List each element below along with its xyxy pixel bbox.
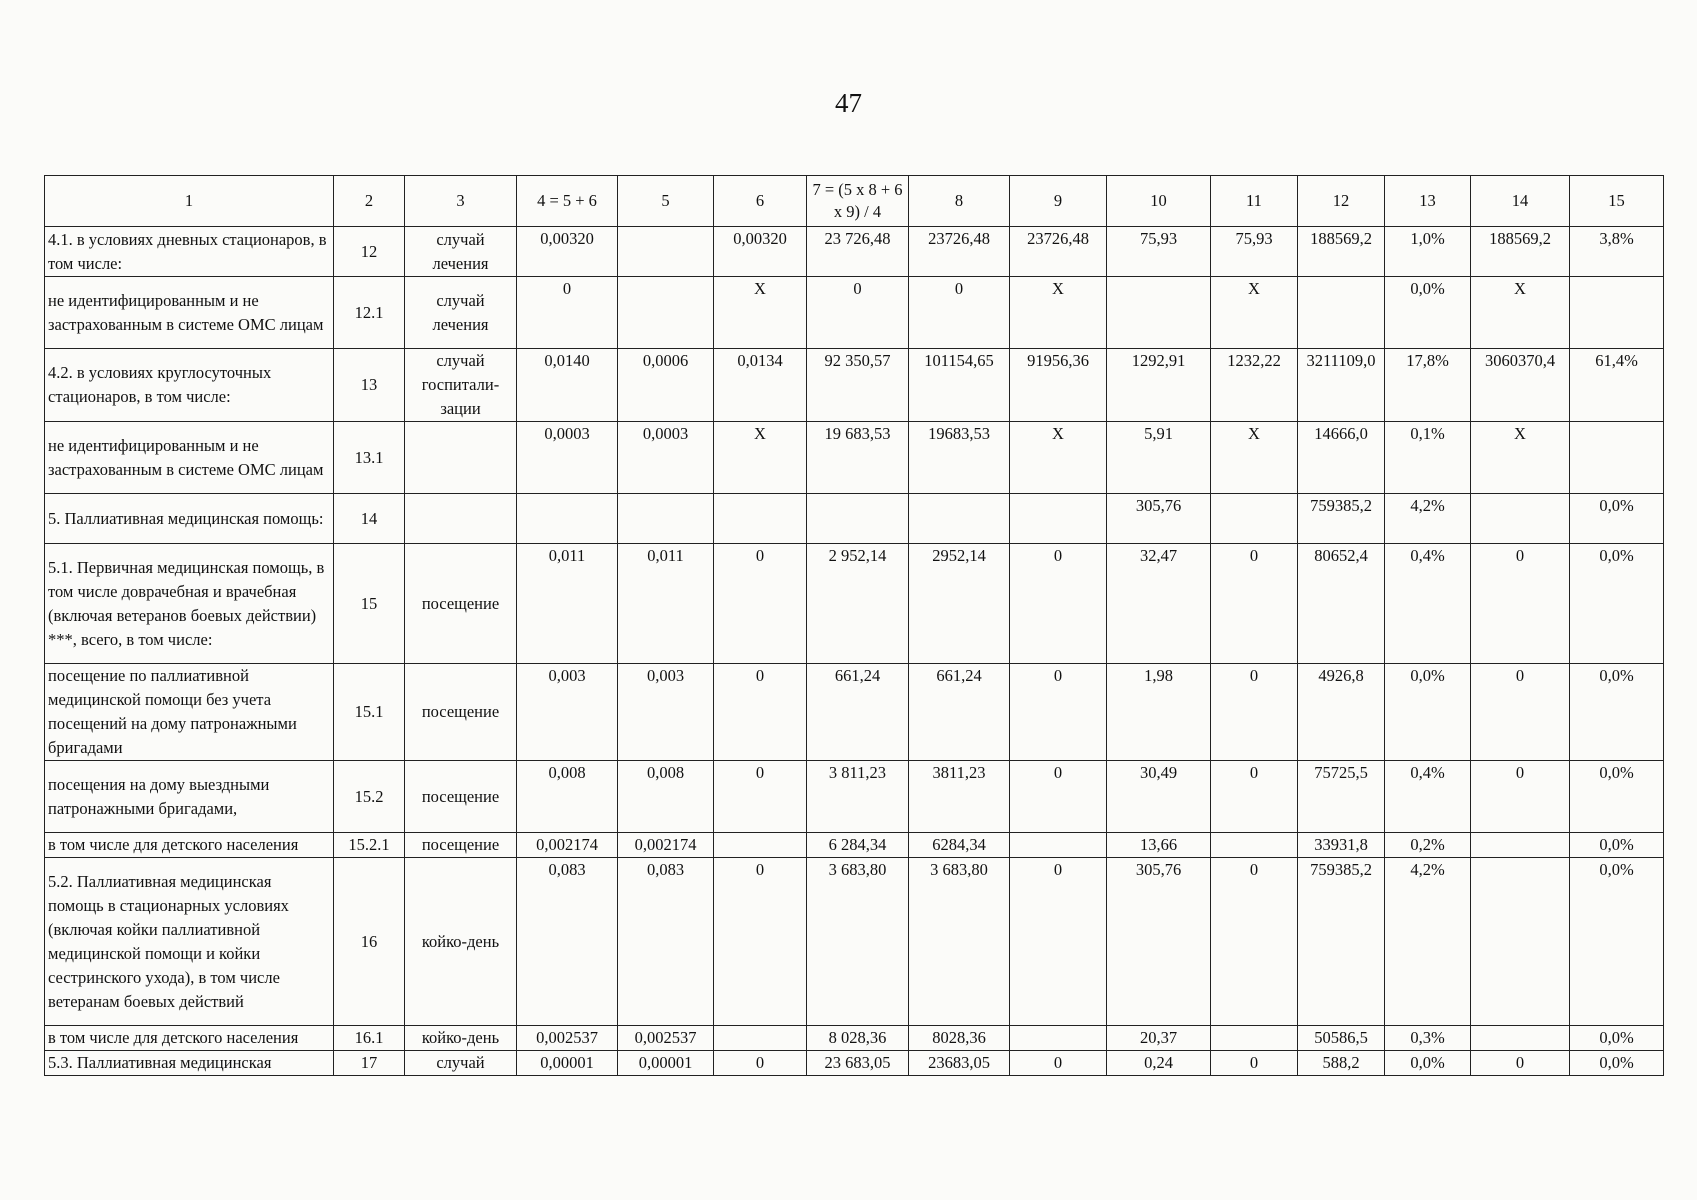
value-cell-c12: 3211109,0 (1298, 349, 1385, 422)
value-cell-c13: 1,0% (1385, 227, 1471, 277)
value-cell-c4: 0,00320 (517, 227, 618, 277)
value-cell-c12 (1298, 277, 1385, 349)
value-cell-c13: 0,4% (1385, 544, 1471, 664)
header-cell: 8 (909, 176, 1010, 227)
value-cell-c6 (714, 494, 807, 544)
value-cell-c9: 0 (1010, 544, 1107, 664)
header-cell: 3 (405, 176, 517, 227)
value-cell-c6: 0 (714, 1051, 807, 1076)
header-cell (807, 176, 909, 227)
value-cell-c10: 75,93 (1107, 227, 1211, 277)
row-code-cell: 15.1 (334, 664, 405, 761)
value-cell-c5 (618, 494, 714, 544)
value-cell-c12: 759385,2 (1298, 494, 1385, 544)
value-cell-c13: 0,0% (1385, 1051, 1471, 1076)
value-cell-c14: 0 (1471, 544, 1570, 664)
value-cell-c4: 0,002174 (517, 833, 618, 858)
value-cell-c8: 23726,48 (909, 227, 1010, 277)
row-unit-cell: посещение (405, 544, 517, 664)
row-name-cell: не идентифицированным и не застрахованным в системе ОМС лицам (45, 277, 334, 349)
value-cell-c11 (1211, 1026, 1298, 1051)
row-name-cell: посещение по паллиативной медицинской помощи без учета посещений на дому патронажными бригадами (45, 664, 334, 761)
value-cell-c6: 0,0134 (714, 349, 807, 422)
row-code-cell: 15.2.1 (334, 833, 405, 858)
value-cell-c11: X (1211, 277, 1298, 349)
row-name-cell: 5.3. Паллиативная медицинская (45, 1051, 334, 1076)
row-name-cell: 4.1. в условиях дневных стационаров, в том числе: (45, 227, 334, 277)
value-cell-c12: 33931,8 (1298, 833, 1385, 858)
value-cell-c12: 4926,8 (1298, 664, 1385, 761)
value-cell-c15: 0,0% (1570, 1051, 1664, 1076)
value-cell-c14 (1471, 494, 1570, 544)
row-unit-cell: случай госпитали-зации (405, 349, 517, 422)
header-cell: 1 (45, 176, 334, 227)
value-cell-c6 (714, 1026, 807, 1051)
value-cell-c10: 13,66 (1107, 833, 1211, 858)
value-cell-c4: 0,003 (517, 664, 618, 761)
row-unit-cell (405, 422, 517, 494)
value-cell-c12: 75725,5 (1298, 761, 1385, 833)
row-code-cell: 12.1 (334, 277, 405, 349)
value-cell-c4: 0,008 (517, 761, 618, 833)
table-row (45, 833, 1664, 858)
row-code-cell: 15.2 (334, 761, 405, 833)
data-table (44, 175, 1664, 1076)
value-cell-c13: 17,8% (1385, 349, 1471, 422)
value-cell-c13: 4,2% (1385, 494, 1471, 544)
value-cell-c15: 0,0% (1570, 833, 1664, 858)
value-cell-c11 (1211, 833, 1298, 858)
row-code-cell: 17 (334, 1051, 405, 1076)
row-unit-cell: посещение (405, 833, 517, 858)
value-cell-c4: 0,0140 (517, 349, 618, 422)
value-cell-c7: 3 683,80 (807, 858, 909, 1026)
value-cell-c4: 0,0003 (517, 422, 618, 494)
table-row (45, 422, 1664, 494)
row-unit-cell: койко-день (405, 1026, 517, 1051)
table-row (45, 544, 1664, 664)
value-cell-c15: 0,0% (1570, 544, 1664, 664)
table-row (45, 494, 1664, 544)
value-cell-c4 (517, 494, 618, 544)
value-cell-c8: 8028,36 (909, 1026, 1010, 1051)
value-cell-c13: 4,2% (1385, 858, 1471, 1026)
value-cell-c4: 0,00001 (517, 1051, 618, 1076)
value-cell-c10: 305,76 (1107, 858, 1211, 1026)
page-number: 47 (835, 88, 862, 118)
value-cell-c8: 0 (909, 277, 1010, 349)
value-cell-c11: 0 (1211, 1051, 1298, 1076)
row-unit-cell: случай лечения (405, 227, 517, 277)
header-cell: 15 (1570, 176, 1664, 227)
row-code-cell: 13 (334, 349, 405, 422)
value-cell-c5: 0,083 (618, 858, 714, 1026)
value-cell-c7: 23 683,05 (807, 1051, 909, 1076)
value-cell-c10: 0,24 (1107, 1051, 1211, 1076)
value-cell-c5: 0,00001 (618, 1051, 714, 1076)
value-cell-c5 (618, 227, 714, 277)
row-name-cell: 4.2. в условиях круглосуточных стационаров, в том числе: (45, 349, 334, 422)
value-cell-c14: 3060370,4 (1471, 349, 1570, 422)
value-cell-c12: 80652,4 (1298, 544, 1385, 664)
value-cell-c11 (1211, 494, 1298, 544)
header-cell: 14 (1471, 176, 1570, 227)
value-cell-c4: 0,011 (517, 544, 618, 664)
value-cell-c10: 305,76 (1107, 494, 1211, 544)
value-cell-c6 (714, 833, 807, 858)
value-cell-c8: 661,24 (909, 664, 1010, 761)
row-name-cell: 5. Паллиативная медицинская помощь: (45, 494, 334, 544)
row-unit-cell: койко-день (405, 858, 517, 1026)
value-cell-c14 (1471, 1026, 1570, 1051)
row-code-cell: 12 (334, 227, 405, 277)
value-cell-c6: X (714, 277, 807, 349)
value-cell-c8: 2952,14 (909, 544, 1010, 664)
value-cell-c11: 75,93 (1211, 227, 1298, 277)
header-cell: 10 (1107, 176, 1211, 227)
table-row (45, 1026, 1664, 1051)
value-cell-c6: 0 (714, 858, 807, 1026)
value-cell-c14: 0 (1471, 664, 1570, 761)
value-cell-c6: 0,00320 (714, 227, 807, 277)
value-cell-c11: 0 (1211, 858, 1298, 1026)
value-cell-c6: 0 (714, 761, 807, 833)
value-cell-c8: 3 683,80 (909, 858, 1010, 1026)
table-row (45, 858, 1664, 1026)
value-cell-c9: X (1010, 422, 1107, 494)
value-cell-c12: 188569,2 (1298, 227, 1385, 277)
value-cell-c15: 0,0% (1570, 1026, 1664, 1051)
value-cell-c5: 0,002537 (618, 1026, 714, 1051)
value-cell-c15 (1570, 277, 1664, 349)
table-row (45, 761, 1664, 833)
value-cell-c10 (1107, 277, 1211, 349)
value-cell-c14: 0 (1471, 1051, 1570, 1076)
value-cell-c15: 0,0% (1570, 664, 1664, 761)
row-code-cell: 13.1 (334, 422, 405, 494)
value-cell-c10: 1292,91 (1107, 349, 1211, 422)
header-cell: 9 (1010, 176, 1107, 227)
row-code-cell: 16.1 (334, 1026, 405, 1051)
value-cell-c13: 0,2% (1385, 833, 1471, 858)
value-cell-c10: 30,49 (1107, 761, 1211, 833)
table-header-row (45, 176, 1664, 227)
value-cell-c15 (1570, 422, 1664, 494)
row-name-cell: не идентифицированным и не застрахованным в системе ОМС лицам (45, 422, 334, 494)
value-cell-c14 (1471, 833, 1570, 858)
header-cell: 11 (1211, 176, 1298, 227)
value-cell-c8: 23683,05 (909, 1051, 1010, 1076)
value-cell-c9 (1010, 833, 1107, 858)
value-cell-c8 (909, 494, 1010, 544)
value-cell-c13: 0,0% (1385, 277, 1471, 349)
value-cell-c4: 0,002537 (517, 1026, 618, 1051)
value-cell-c11: 0 (1211, 664, 1298, 761)
value-cell-c13: 0,4% (1385, 761, 1471, 833)
value-cell-c7: 2 952,14 (807, 544, 909, 664)
value-cell-c11: X (1211, 422, 1298, 494)
value-cell-c11: 1232,22 (1211, 349, 1298, 422)
value-cell-c15: 0,0% (1570, 858, 1664, 1026)
header-cell: 2 (334, 176, 405, 227)
table-row (45, 664, 1664, 761)
table-row (45, 1051, 1664, 1076)
value-cell-c10: 20,37 (1107, 1026, 1211, 1051)
value-cell-c7: 0 (807, 277, 909, 349)
row-name-cell: в том числе для детского населения (45, 1026, 334, 1051)
header-cell: 13 (1385, 176, 1471, 227)
value-cell-c15: 0,0% (1570, 761, 1664, 833)
header-cell: 12 (1298, 176, 1385, 227)
value-cell-c12: 588,2 (1298, 1051, 1385, 1076)
value-cell-c14 (1471, 858, 1570, 1026)
value-cell-c9: 91956,36 (1010, 349, 1107, 422)
row-code-cell: 16 (334, 858, 405, 1026)
value-cell-c14: 188569,2 (1471, 227, 1570, 277)
header-cell: 5 (618, 176, 714, 227)
value-cell-c13: 0,3% (1385, 1026, 1471, 1051)
row-name-cell: посещения на дому выездными патронажными бригадами, (45, 761, 334, 833)
value-cell-c14: X (1471, 277, 1570, 349)
value-cell-c5: 0,0006 (618, 349, 714, 422)
value-cell-c12: 759385,2 (1298, 858, 1385, 1026)
value-cell-c7: 23 726,48 (807, 227, 909, 277)
value-cell-c14: 0 (1471, 761, 1570, 833)
value-cell-c5: 0,008 (618, 761, 714, 833)
value-cell-c9: 23726,48 (1010, 227, 1107, 277)
value-cell-c4: 0 (517, 277, 618, 349)
value-cell-c9 (1010, 494, 1107, 544)
row-unit-cell: посещение (405, 664, 517, 761)
value-cell-c5: 0,003 (618, 664, 714, 761)
row-unit-cell (405, 494, 517, 544)
value-cell-c4: 0,083 (517, 858, 618, 1026)
value-cell-c15: 61,4% (1570, 349, 1664, 422)
value-cell-c8: 3811,23 (909, 761, 1010, 833)
table-body (45, 227, 1664, 1076)
table-row (45, 227, 1664, 277)
value-cell-c7: 8 028,36 (807, 1026, 909, 1051)
value-cell-c13: 0,0% (1385, 664, 1471, 761)
value-cell-c14: X (1471, 422, 1570, 494)
value-cell-c11: 0 (1211, 761, 1298, 833)
value-cell-c15: 0,0% (1570, 494, 1664, 544)
value-cell-c7 (807, 494, 909, 544)
value-cell-c8: 6284,34 (909, 833, 1010, 858)
value-cell-c15: 3,8% (1570, 227, 1664, 277)
row-name-cell: в том числе для детского населения (45, 833, 334, 858)
value-cell-c9 (1010, 1026, 1107, 1051)
value-cell-c5: 0,0003 (618, 422, 714, 494)
value-cell-c12: 50586,5 (1298, 1026, 1385, 1051)
value-cell-c9: 0 (1010, 1051, 1107, 1076)
value-cell-c13: 0,1% (1385, 422, 1471, 494)
value-cell-c6: 0 (714, 664, 807, 761)
table-row (45, 277, 1664, 349)
row-code-cell: 15 (334, 544, 405, 664)
value-cell-c9: X (1010, 277, 1107, 349)
row-name-cell: 5.1. Первичная медицинская помощь, в том числе доврачебная и врачебная (включая ветеранов боевых действии) ***, всего, в том числе: (45, 544, 334, 664)
row-unit-cell: случай (405, 1051, 517, 1076)
value-cell-c12: 14666,0 (1298, 422, 1385, 494)
value-cell-c7: 19 683,53 (807, 422, 909, 494)
row-name-cell: 5.2. Паллиативная медицинская помощь в стационарных условиях (включая койки паллиативной медицинской помощи и койки сестринского ухода), в том числе ветеранам боевых действий (45, 858, 334, 1026)
value-cell-c10: 32,47 (1107, 544, 1211, 664)
value-cell-c9: 0 (1010, 858, 1107, 1026)
header-cell: 4 = 5 + 6 (517, 176, 618, 227)
value-cell-c6: X (714, 422, 807, 494)
value-cell-c5: 0,002174 (618, 833, 714, 858)
header-formula: 7 = (5 x 8 + 6 x 9) / 4 (812, 180, 903, 221)
row-unit-cell: случай лечения (405, 277, 517, 349)
value-cell-c9: 0 (1010, 761, 1107, 833)
value-cell-c7: 92 350,57 (807, 349, 909, 422)
header-cell: 6 (714, 176, 807, 227)
value-cell-c10: 5,91 (1107, 422, 1211, 494)
row-unit-cell: посещение (405, 761, 517, 833)
value-cell-c8: 19683,53 (909, 422, 1010, 494)
value-cell-c5 (618, 277, 714, 349)
value-cell-c8: 101154,65 (909, 349, 1010, 422)
row-code-cell: 14 (334, 494, 405, 544)
value-cell-c7: 3 811,23 (807, 761, 909, 833)
value-cell-c7: 661,24 (807, 664, 909, 761)
value-cell-c7: 6 284,34 (807, 833, 909, 858)
value-cell-c11: 0 (1211, 544, 1298, 664)
value-cell-c6: 0 (714, 544, 807, 664)
value-cell-c5: 0,011 (618, 544, 714, 664)
table-row (45, 349, 1664, 422)
value-cell-c9: 0 (1010, 664, 1107, 761)
value-cell-c10: 1,98 (1107, 664, 1211, 761)
